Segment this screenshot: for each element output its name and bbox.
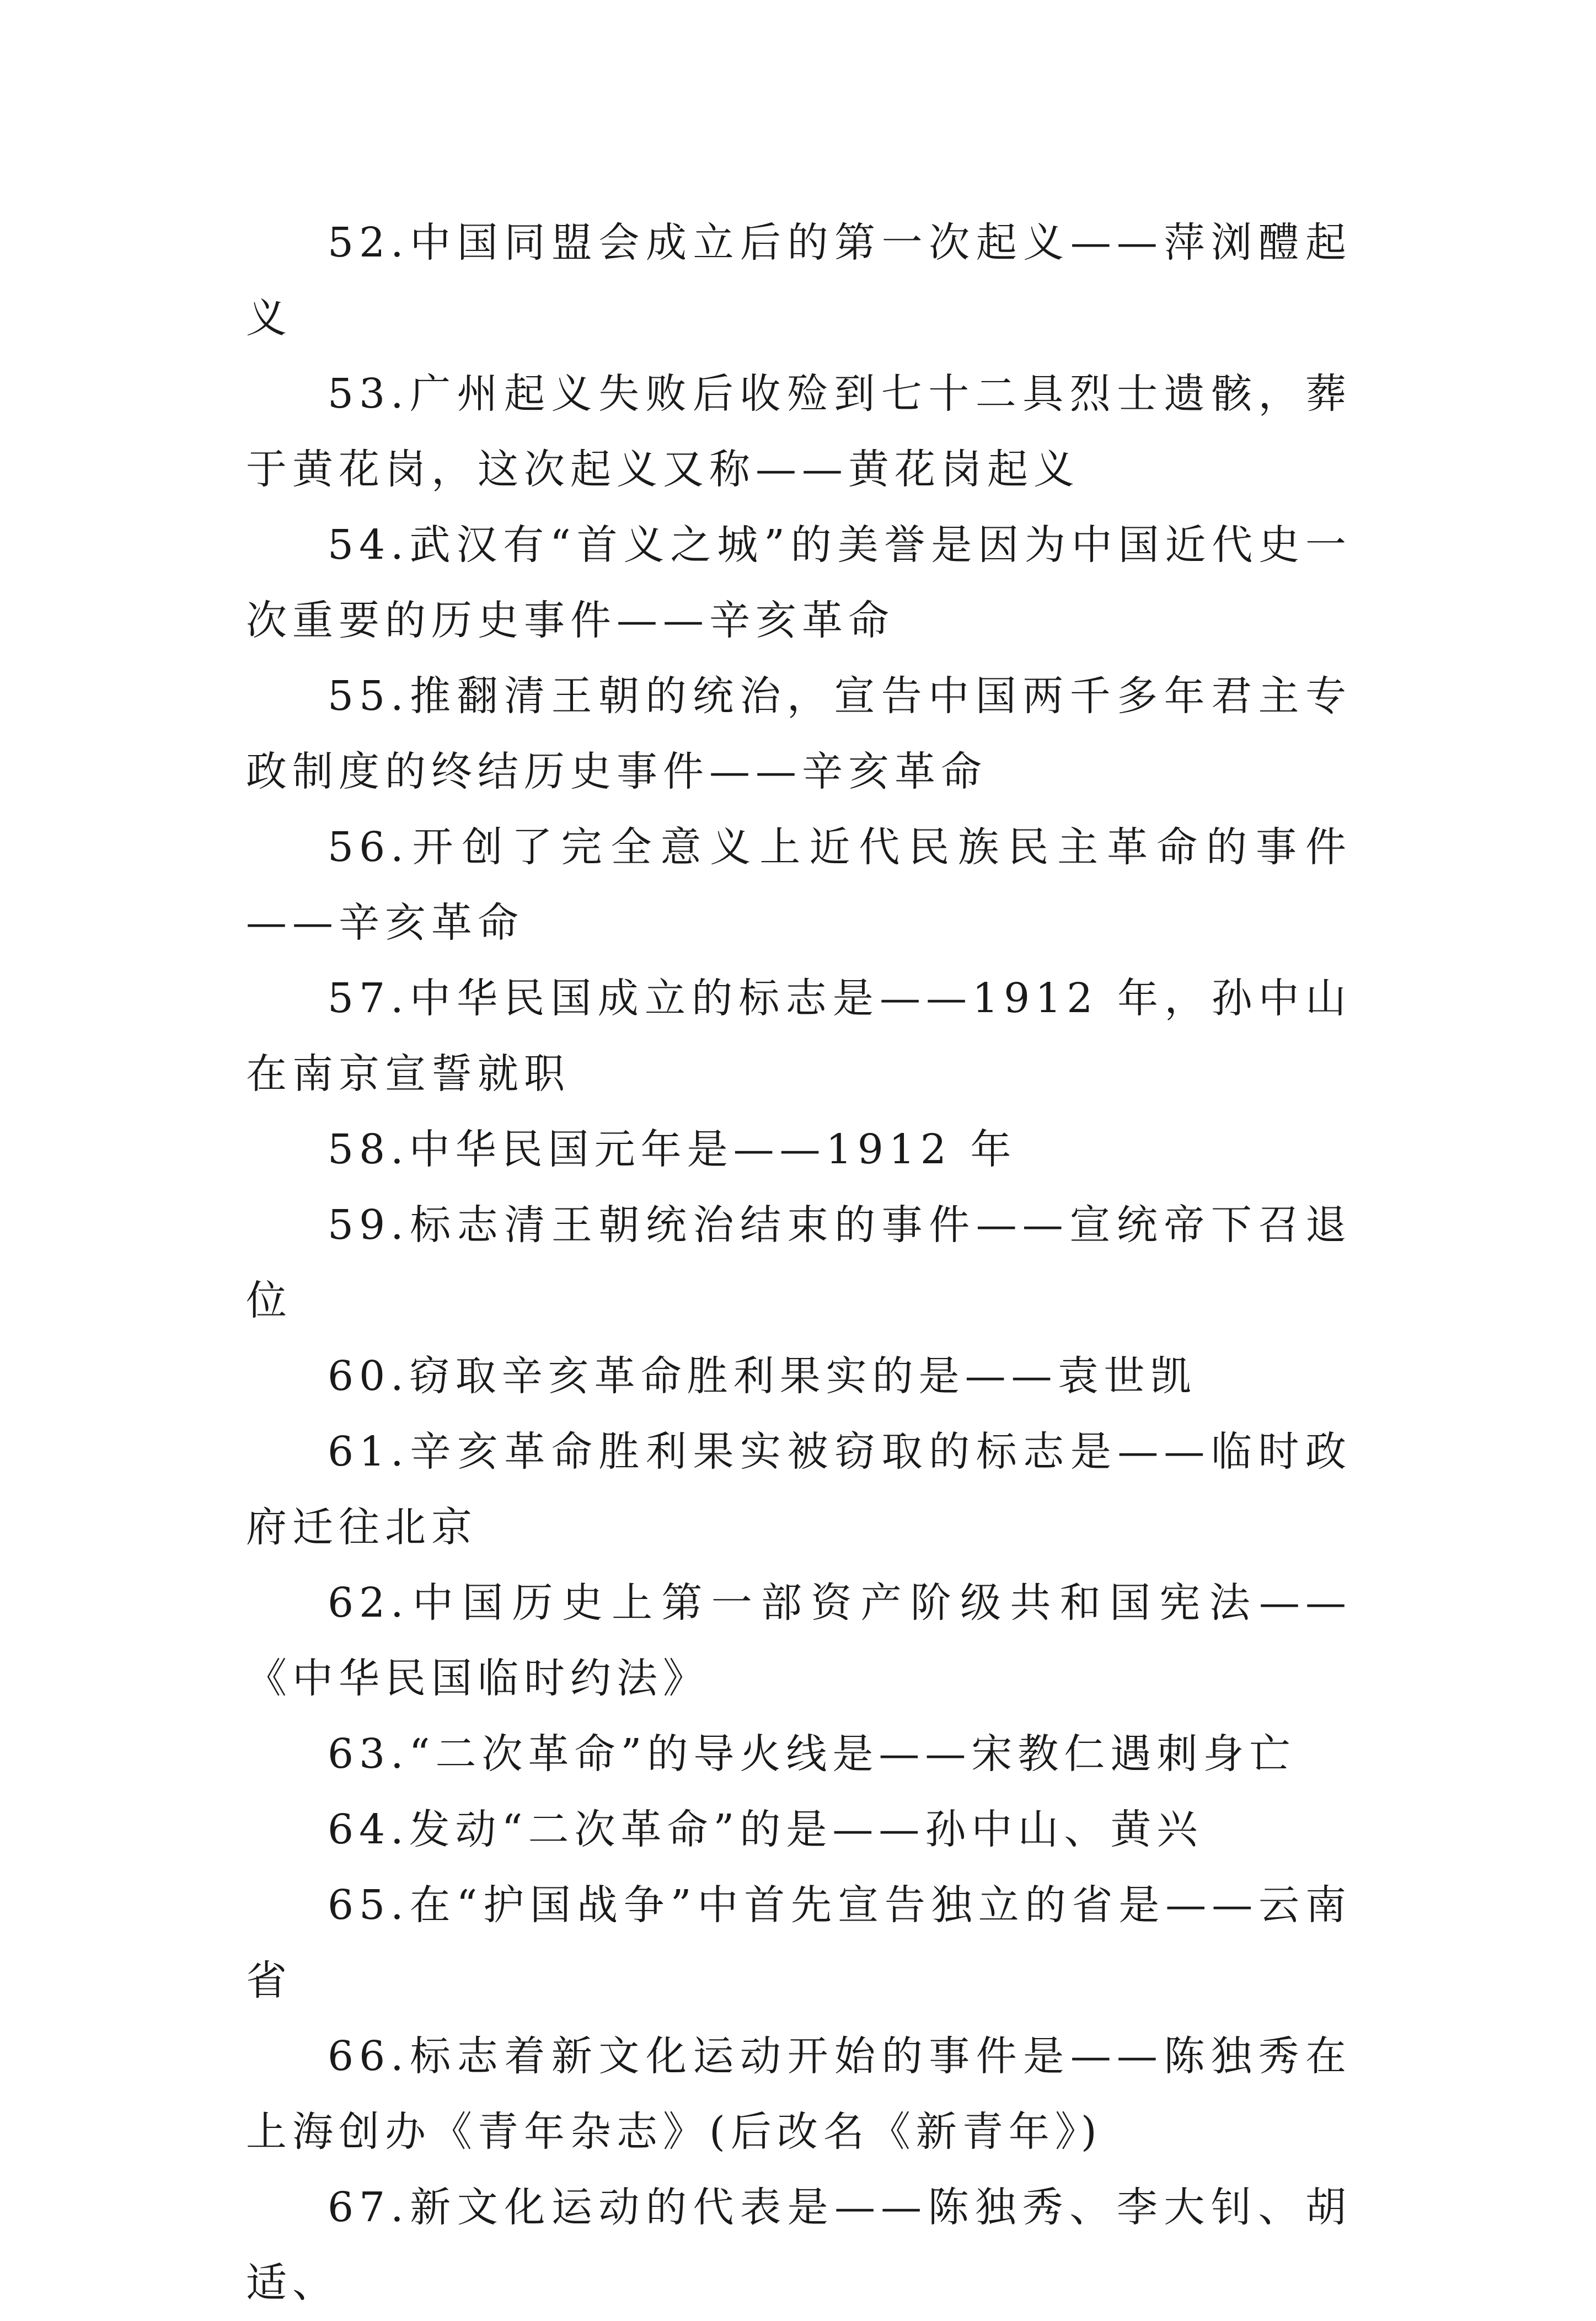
list-item-59: 59.标志清王朝统治结束的事件——宣统帝下召退位	[246, 1201, 1352, 1324]
list-item-61: 61.辛亥革命胜利果实被窃取的标志是——临时政府迁往北京	[246, 1428, 1352, 1551]
list-item-65: 65.在“护国战争”中首先宣告独立的省是——云南省	[246, 1881, 1352, 2004]
list-item-53: 53.广州起义失败后收殓到七十二具烈士遗骸，葬于黄花岗，这次起义又称——黄花岗起义	[246, 370, 1352, 493]
list-item-55: 55.推翻清王朝的统治，宣告中国两千多年君主专政制度的终结历史事件——辛亥革命	[246, 672, 1352, 795]
list-item-67: 67.新文化运动的代表是——陈独秀、李大钊、胡适、	[246, 2184, 1352, 2307]
list-item-66: 66.标志着新文化运动开始的事件是——陈独秀在上海创办《青年杂志》(后改名《新青年》)	[246, 2033, 1352, 2156]
list-item-57: 57.中华民国成立的标志是——1912 年，孙中山在南京宣誓就职	[246, 975, 1352, 1098]
list-item-60: 60.窃取辛亥革命胜利果实的是——袁世凯	[328, 1352, 1197, 1400]
list-item-54: 54.武汉有“首义之城”的美誉是因为中国近代史一次重要的历史事件——辛亥革命	[246, 521, 1352, 644]
list-item-56: 56.开创了完全意义上近代民族民主革命的事件——辛亥革命	[246, 823, 1352, 946]
list-item-64: 64.发动“二次革命”的是——孙中山、黄兴	[328, 1806, 1203, 1853]
list-item-58: 58.中华民国元年是——1912 年	[328, 1126, 1017, 1173]
list-item-52: 52.中国同盟会成立后的第一次起义——萍浏醴起义	[246, 219, 1352, 342]
question-list	[246, 205, 1352, 2321]
list-item-62: 62.中国历史上第一部资产阶级共和国宪法——《中华民国临时约法》	[246, 1579, 1352, 1702]
list-item-63: 63.“二次革命”的导火线是——宋教仁遇刺身亡	[328, 1730, 1296, 1778]
